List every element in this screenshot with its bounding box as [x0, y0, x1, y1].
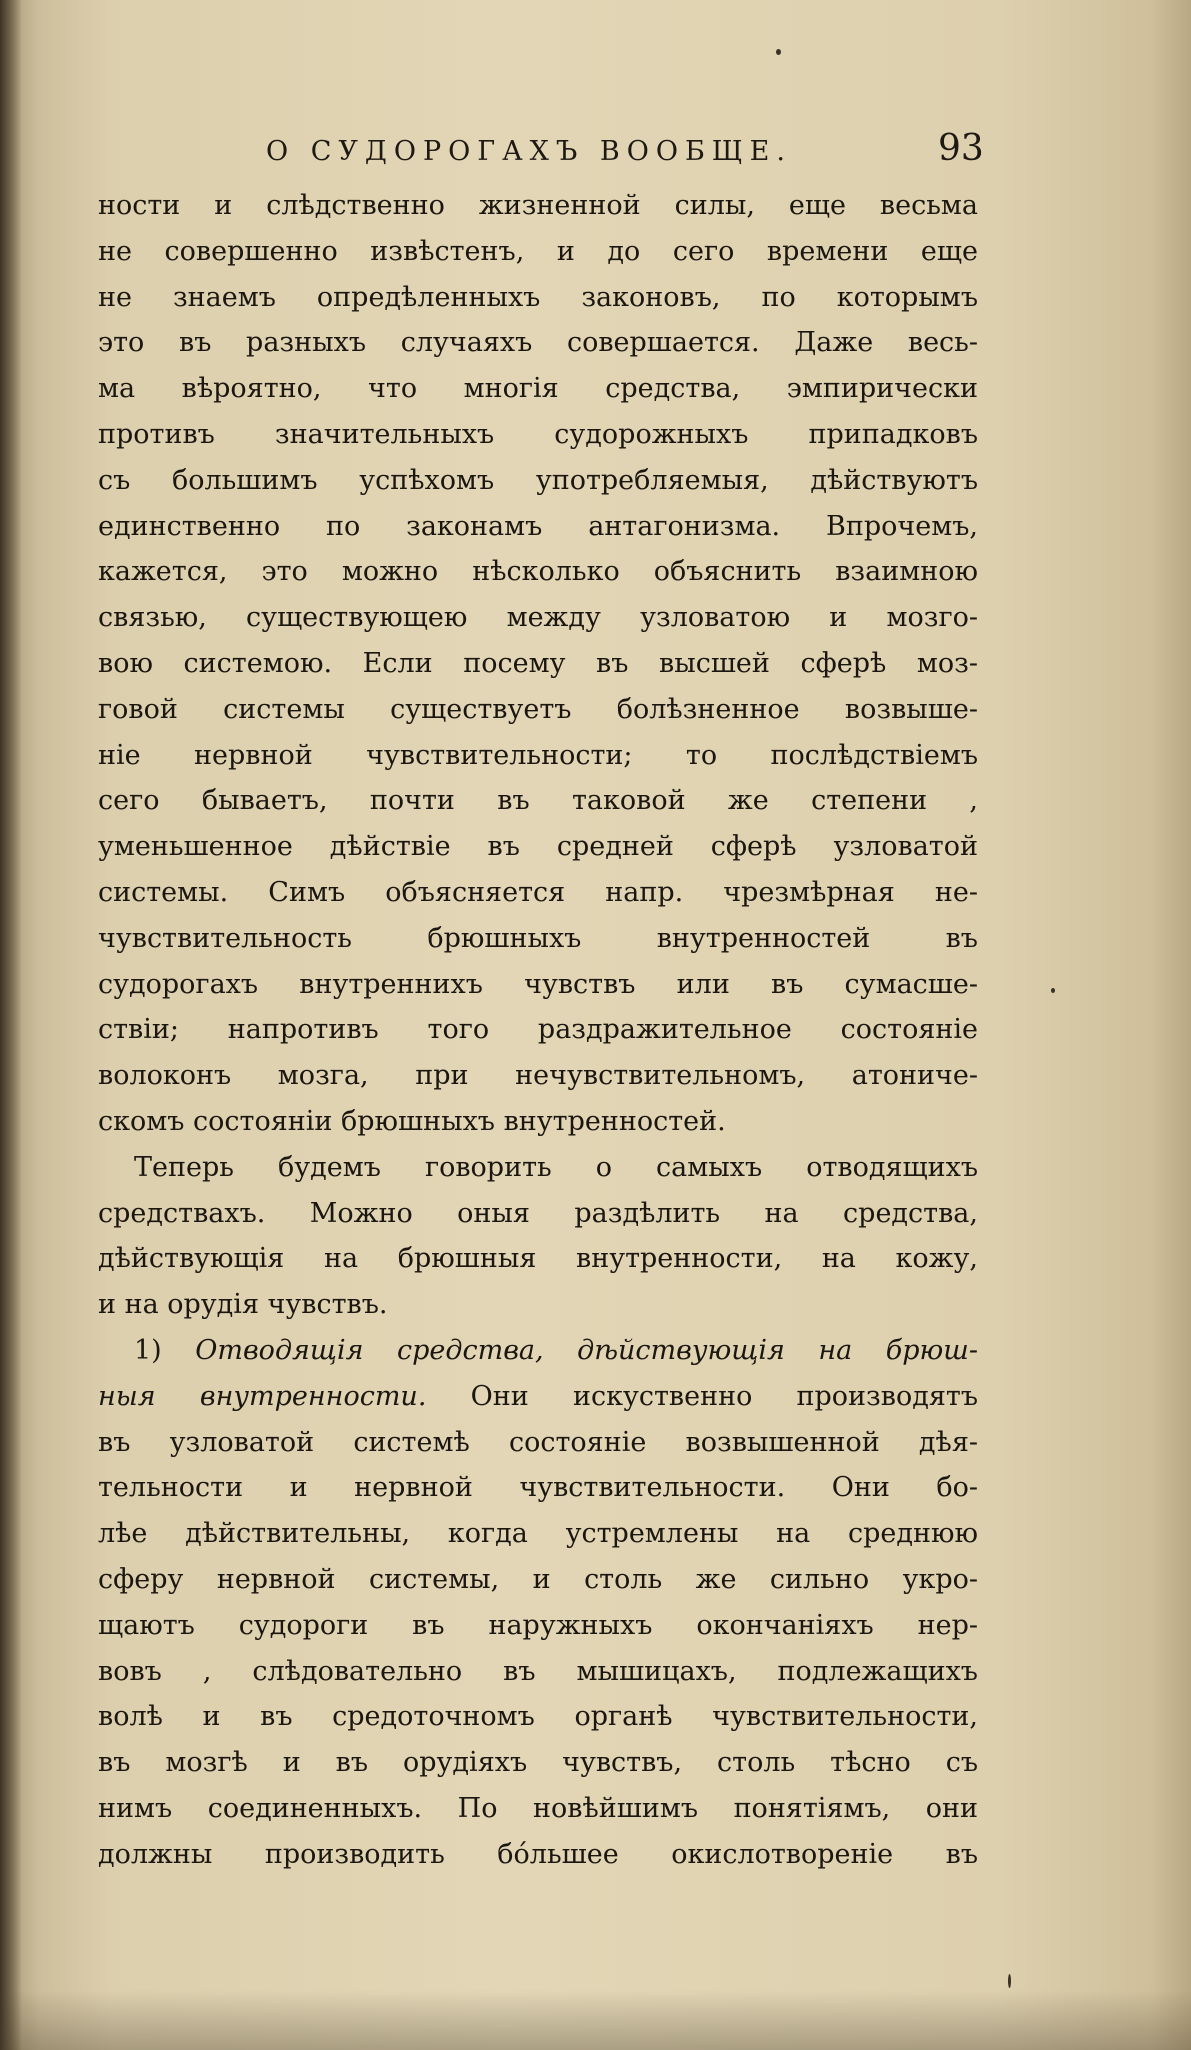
text-line: средствахъ. Можно оныя раздѣлить на средства, [98, 1197, 978, 1229]
text-line: судорогахъ внутреннихъ чувствъ или въ сумасше- [98, 968, 978, 1000]
text-line: системы. Симъ объясняется напр. чрезмѣрная не- [98, 876, 978, 908]
text-line [98, 1374, 978, 1420]
text-line: вою системою. Если посему въ высшей сферѣ моз- [98, 647, 978, 679]
text-line: въ узловатой системѣ состояніе возвышенной дѣя- [98, 1426, 978, 1458]
text-line: говой системы существуетъ болѣзненное возвыше- [98, 693, 978, 725]
text-line: въ мозгѣ и въ орудіяхъ чувствъ, столь тѣсно съ [98, 1747, 978, 1779]
text-line: скомъ состояніи брюшныхъ внутренностей. [98, 1105, 726, 1137]
text-line: единственно по законамъ антагонизма. Впрочемъ, [98, 510, 978, 542]
text-line: противъ значительныхъ судорожныхъ припадковъ [98, 418, 978, 450]
text-line: дѣйствующія на брюшныя внутренности, на кожу, [98, 1243, 978, 1275]
text-line: сферу нервной системы, и столь же сильно укро- [98, 1563, 978, 1595]
ink-speck [776, 49, 781, 55]
text-line: уменьшенное дѣйствіе въ средней сферѣ узловатой [98, 831, 978, 863]
text-line: съ большимъ успѣхомъ употребляемыя, дѣйствуютъ [98, 464, 978, 496]
text-line: волоконъ мозга, при нечувствительномъ, атониче- [98, 1060, 978, 1092]
text-line: ствіи; напротивъ того раздражительное состояніе [98, 1014, 978, 1046]
text-line: вовъ , слѣдовательно въ мышицахъ, подлежащихъ [98, 1655, 978, 1687]
text-line: сего бываетъ, почти въ таковой же степени , [98, 785, 978, 817]
paragraph-2 [98, 1145, 978, 1328]
text-line: ма вѣроятно, что многія средства, эмпирически [98, 373, 978, 405]
text-line: лѣе дѣйствительны, когда устремлены на среднюю [98, 1518, 978, 1550]
spine-shadow [0, 0, 22, 2050]
body-text [98, 183, 978, 1877]
text-line: щаютъ судороги въ наружныхъ окончаніяхъ нер- [98, 1609, 978, 1641]
text-line: волѣ и въ средоточномъ органѣ чувствительности, [98, 1701, 978, 1733]
text-line: должны производить бóльшее окислотвореніе въ [98, 1838, 978, 1870]
paragraph-1 [98, 183, 978, 1145]
running-title: О СУДОРОГАХЪ ВООБЩЕ. [266, 136, 792, 167]
text-line: ніе нервной чувствительности; то послѣдствіемъ [98, 739, 978, 771]
paragraph-3 [98, 1328, 978, 1878]
text-span: Они искуственно производятъ [470, 1380, 979, 1412]
section-heading-italic: ныя внутренности. [98, 1380, 427, 1412]
text-line: и на орудія чувствъ. [98, 1289, 388, 1321]
page-number: 93 [938, 128, 984, 169]
text-line: ности и слѣдственно жизненной силы, еще весьма [98, 190, 978, 221]
ink-speck [1008, 1974, 1011, 1988]
bottom-shadow [0, 1990, 1191, 2050]
text-line: Теперь будемъ говорить о самыхъ отводящихъ [134, 1151, 978, 1183]
text-line: это въ разныхъ случаяхъ совершается. Даже весь- [98, 327, 978, 359]
text-line: тельности и нервной чувствительности. Они бо- [98, 1472, 978, 1504]
text-line: кажется, это можно нѣсколько объяснить взаимною [98, 556, 978, 588]
text-line: не знаемъ опредѣленныхъ законовъ, по которымъ [98, 281, 978, 313]
ink-speck [1051, 988, 1055, 993]
text-line: чувствительность брюшныхъ внутренностей въ [98, 922, 978, 954]
text-line: связью, существующею между узловатою и мозго- [98, 602, 978, 634]
list-number: 1) [134, 1334, 162, 1366]
text-line: не совершенно извѣстенъ, и до сего времени еще [98, 235, 978, 267]
page-header [266, 128, 1026, 178]
text-line [98, 1328, 978, 1374]
text-line: нимъ соединенныхъ. По новѣйшимъ понятіямъ, они [98, 1792, 978, 1824]
section-heading-italic: Отводящія средства, дѣйствующія на брюш- [195, 1334, 978, 1366]
